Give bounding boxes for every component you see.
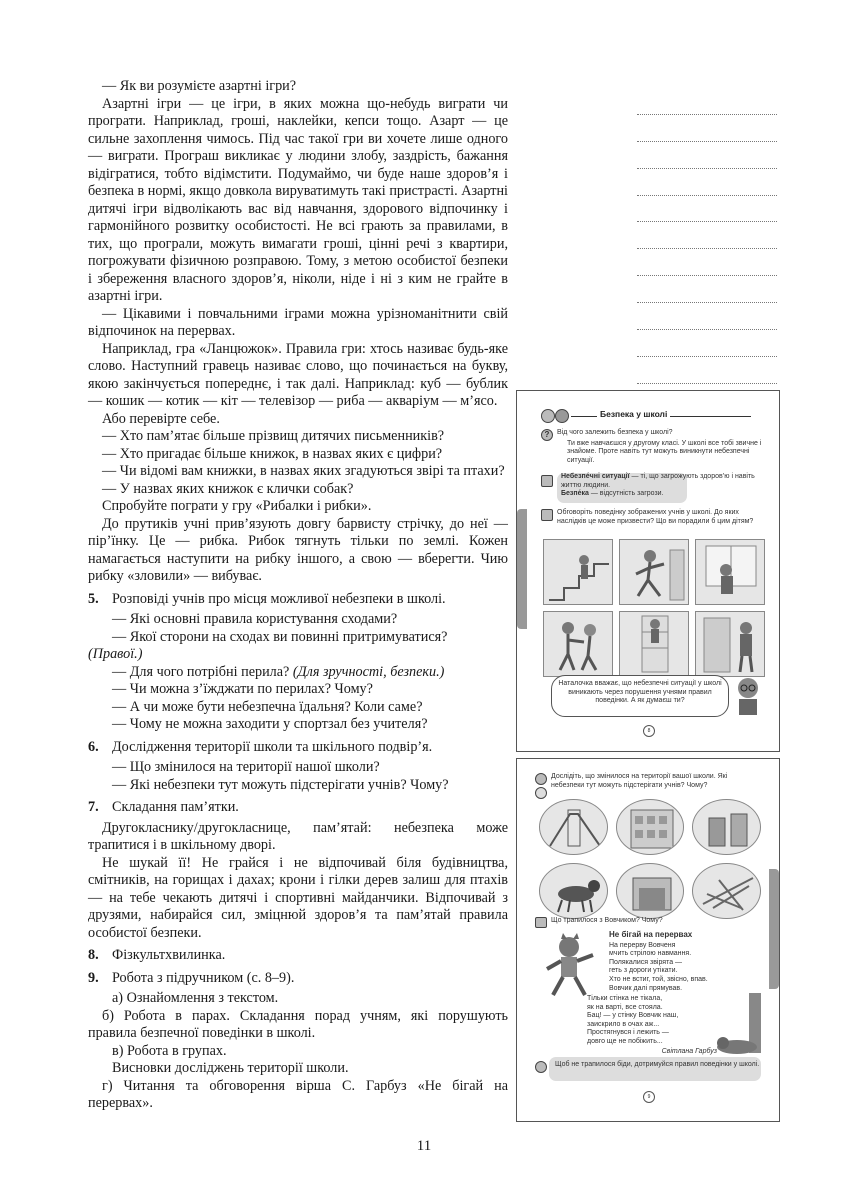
paragraph: — Які основні правила користування сходами? bbox=[112, 611, 398, 627]
paragraph: — Чи відомі вам книжки, в назвах яких згадуються звірі та птахи? bbox=[102, 463, 505, 479]
paragraph: Азартні ігри — це ігри, в яких можна що-небудь виграти чи програти. Наприклад, гроші, наклейки, кепси тощо. Азарт — це сильне захоплення чимось. Під час такої гри ви хочете лише одного — виграти. Програш викликає у людини злобу, заздрість, бажання відігратися, тобто відімстити. Подумаймо, чи буде наше здоров’я і безпека в нормі, якщо довкола вируватимуть такі пристрасті. Азартні дитячі ігри відволікають вас від навчання, здорового відпочинку і гармонійного розвитку особистості. Не всі грають за правилами, в тих, що програли, можуть вимагати гроші, цінні речі з квартири, погрожувати фізичною розправою. Тому, з метою особистої безпеки і збереження власного здоров’я, ніколи, ніде і ні з ким не грайте в азартні ігри. bbox=[88, 95, 508, 304]
paragraph: — Які небезпеки тут можуть підстерігати учнів? Чому? bbox=[112, 776, 449, 793]
paragraph: Наприклад, гра «Ланцюжок». Правила гри: хтось називає будь-яке слово. Наступний гравець називає слово, що починається на букву, якою закінчується попереднє, і так далі. Наприклад: куб — бублик — кошик — котик — кіт — телевізор — риба — акваріум — м’ясо. bbox=[88, 340, 508, 409]
stairs-illustration bbox=[543, 539, 613, 605]
poem-continued bbox=[587, 995, 717, 1056]
textbook-page-9 bbox=[516, 758, 780, 1122]
poem-author: Світлана Гарбуз bbox=[661, 1047, 717, 1055]
slide-illustration bbox=[539, 799, 608, 855]
window-illustration bbox=[695, 539, 765, 605]
pair-work-icon bbox=[541, 509, 553, 521]
paragraph: — Хто пригадає більше книжок, в назвах яких є цифри? bbox=[102, 445, 443, 462]
girl-character bbox=[731, 675, 765, 715]
book-icon bbox=[535, 917, 547, 928]
poem-title: Не бігай на перервах bbox=[609, 930, 693, 939]
poem-line: Тільки стінка не тікала, bbox=[587, 995, 663, 1002]
intro-text: Ти вже навчаєшся у другому класі. У школі все тобі звичне і знайоме. Проте навіть тут можуть виникнути небезпечні ситуації. bbox=[567, 439, 762, 464]
schoolyard-illustrations bbox=[539, 799, 761, 919]
section-8: 8. Фізкультхвилинка. bbox=[88, 947, 226, 963]
paragraph: Висновки досліджень території школи. bbox=[112, 1060, 349, 1076]
running-illustration bbox=[619, 539, 689, 605]
paragraph: — У назвах яких книжок є клички собак? bbox=[102, 480, 354, 497]
paragraph: До прутиків учні прив’язують довгу барвисту стрічку, до неї — пір’їнку. Це — рибка. Рибок тягнуть тільки по землі. Кожен намагається наступити на рибку іншого, а свою — вберегти. Чию рибку «зловили» — вибуває. bbox=[88, 515, 508, 584]
task-text: Обговоріть поведінку зображених учнів у школі. До яких наслідків це може призвести? Що ви порадили б цим дітям? bbox=[557, 509, 754, 525]
textbook-title-bar bbox=[541, 409, 751, 423]
dictionary-icon bbox=[541, 475, 553, 487]
definition-block: Небезпе́чні ситуації — ті, що загрожують здоров’ю і навіть життю людини. Безпе́ка — відсутність загрози. bbox=[541, 473, 766, 499]
note-block bbox=[535, 1059, 760, 1070]
clock-icon bbox=[555, 409, 569, 423]
task-text: Дослідіть, що змінилося на території вашої школи. Які небезпеки тут можуть підстерігати учнів? Чому? bbox=[551, 773, 728, 789]
group-work-icon bbox=[535, 773, 547, 785]
textbook-title: Безпека у школі bbox=[597, 410, 670, 419]
note-lines bbox=[637, 88, 777, 384]
textbook-page-number: 9 bbox=[643, 1091, 655, 1103]
question-block bbox=[541, 429, 766, 465]
paragraph: Не шукай її! Не грайся і не відпочивай біля будівництва, смітників, на горищах і дахах; крони і гілки дерев залиш для птахів — на тебе чекають дитячі і спортивні майданчики. Відпочивай з друзями, набирайся сил, зміцнюй здоров’я та пам’ятай правила особистої безпеки. bbox=[88, 854, 508, 941]
paragraph: — Чи можна з’їжджати по перилах? Чому? bbox=[112, 681, 373, 697]
poem-line: Простягнувся і лежить — bbox=[587, 1029, 669, 1037]
paragraph: — А чи може бути небезпечна їдальня? Коли саме? bbox=[112, 698, 423, 715]
section-9: 9. Робота з підручником (с. 8–9). bbox=[88, 969, 295, 986]
task-block bbox=[541, 509, 766, 526]
trash-bins-illustration bbox=[692, 799, 761, 855]
paragraph: — Якої сторони на сходах ви повинні притримуватися? bbox=[112, 628, 448, 645]
poem-line: Вовчик далі прямував. bbox=[609, 984, 683, 992]
note-icon bbox=[535, 1061, 547, 1073]
poem-line: Бац! — у стінку Вовчик наш, bbox=[587, 1012, 679, 1020]
paragraph: — Хто пам’ятає більше прізвищ дитячих письменників? bbox=[102, 428, 445, 444]
illustrations bbox=[543, 539, 765, 677]
teacher-illustration bbox=[695, 611, 765, 677]
wolf-cub-character bbox=[541, 931, 599, 1005]
section-7: 7. Складання пам’ятки. bbox=[88, 799, 239, 815]
building-illustration bbox=[616, 799, 685, 855]
page-number: 11 bbox=[416, 1138, 432, 1154]
section-6: 6. Дослідження території школи та шкільного подвір’я. bbox=[88, 738, 433, 755]
term: Небезпе́чні ситуації bbox=[561, 473, 630, 480]
poem-line: заискрило в очах аж... bbox=[587, 1020, 660, 1028]
poem-line: Хто не встиг, той, звісно, впав. bbox=[609, 975, 708, 983]
paragraph: а) Ознайомлення з текстом. bbox=[112, 990, 279, 1006]
page-tab bbox=[517, 509, 527, 629]
poem-line: довго ще не побіжить... bbox=[587, 1037, 663, 1045]
note-text: Щоб не трапилося біди, дотримуйся правил поведінки у школі. bbox=[555, 1061, 760, 1068]
paragraph: Або перевірте себе. bbox=[102, 410, 220, 427]
paragraph: б) Робота в парах. Складання порад учням, які порушують правила безпечної поведінки в школі. bbox=[88, 1007, 508, 1041]
question-icon: ? bbox=[541, 429, 553, 441]
page-tab bbox=[769, 869, 779, 989]
fighting-illustration bbox=[543, 611, 613, 677]
fallen-wolf-illustration bbox=[713, 993, 771, 1059]
paragraph: — Як ви розумієте азартні ігри? bbox=[102, 78, 297, 94]
poem bbox=[609, 931, 759, 993]
term: Безпе́ка bbox=[561, 490, 589, 498]
paragraph: — Чому не можна заходити у спортзал без учителя? bbox=[112, 716, 428, 732]
textbook-page-8 bbox=[516, 390, 780, 752]
task-block bbox=[535, 773, 760, 790]
poem-line: геть з дороги утікати. bbox=[609, 967, 678, 975]
question-text: Що трапилося з Вовчиком? Чому? bbox=[551, 917, 663, 924]
question-block bbox=[535, 917, 760, 926]
paragraph: — Що змінилося на території нашої школи? bbox=[112, 759, 380, 775]
poem-line: На перерву Вовченя bbox=[609, 941, 676, 949]
textbook-page-number: 8 bbox=[643, 725, 655, 737]
main-text bbox=[88, 78, 508, 1113]
book-icon bbox=[541, 409, 555, 423]
garage-illustration bbox=[616, 863, 685, 919]
section-5: 5. Розповіді учнів про місця можливої небезпеки в школі. bbox=[88, 590, 446, 607]
paragraph: Другокласнику/другокласнице, пам’ятай: небезпека може трапитися і в шкільному дворі. bbox=[88, 819, 508, 853]
magnifier-icon bbox=[535, 787, 547, 799]
poem-line: Полякалися звірята — bbox=[609, 958, 683, 966]
branches-illustration bbox=[692, 863, 761, 919]
paragraph: — Цікавими і повчальними іграми можна урізноманітнити свій відпочинок на перервах. bbox=[88, 305, 508, 339]
paragraph: г) Читання та обговорення вірша С. Гарбуз «Не бігай на перервах». bbox=[88, 1077, 508, 1111]
dog-illustration bbox=[539, 863, 608, 919]
paragraph: Спробуйте пограти у гру «Рибалки і рибки». bbox=[102, 498, 372, 514]
paragraph: в) Робота в групах. bbox=[112, 1042, 227, 1059]
paragraph: (Правої.) bbox=[88, 646, 143, 662]
poem-line: мчить стрілою навмання. bbox=[609, 950, 692, 958]
climbing-illustration bbox=[619, 611, 689, 677]
question-text: Від чого залежить безпека у школі? bbox=[557, 429, 673, 436]
poem-line: як на варті, все стояла. bbox=[587, 1003, 663, 1011]
paragraph: — Для чого потрібні перила? (Для зручності, безпеки.) bbox=[112, 663, 445, 680]
speech-bubble: Наталочка вважає, що небезпечні ситуації у школі виникають через порушення учнями правил поведінки. А як думаєш ти? bbox=[551, 675, 729, 717]
